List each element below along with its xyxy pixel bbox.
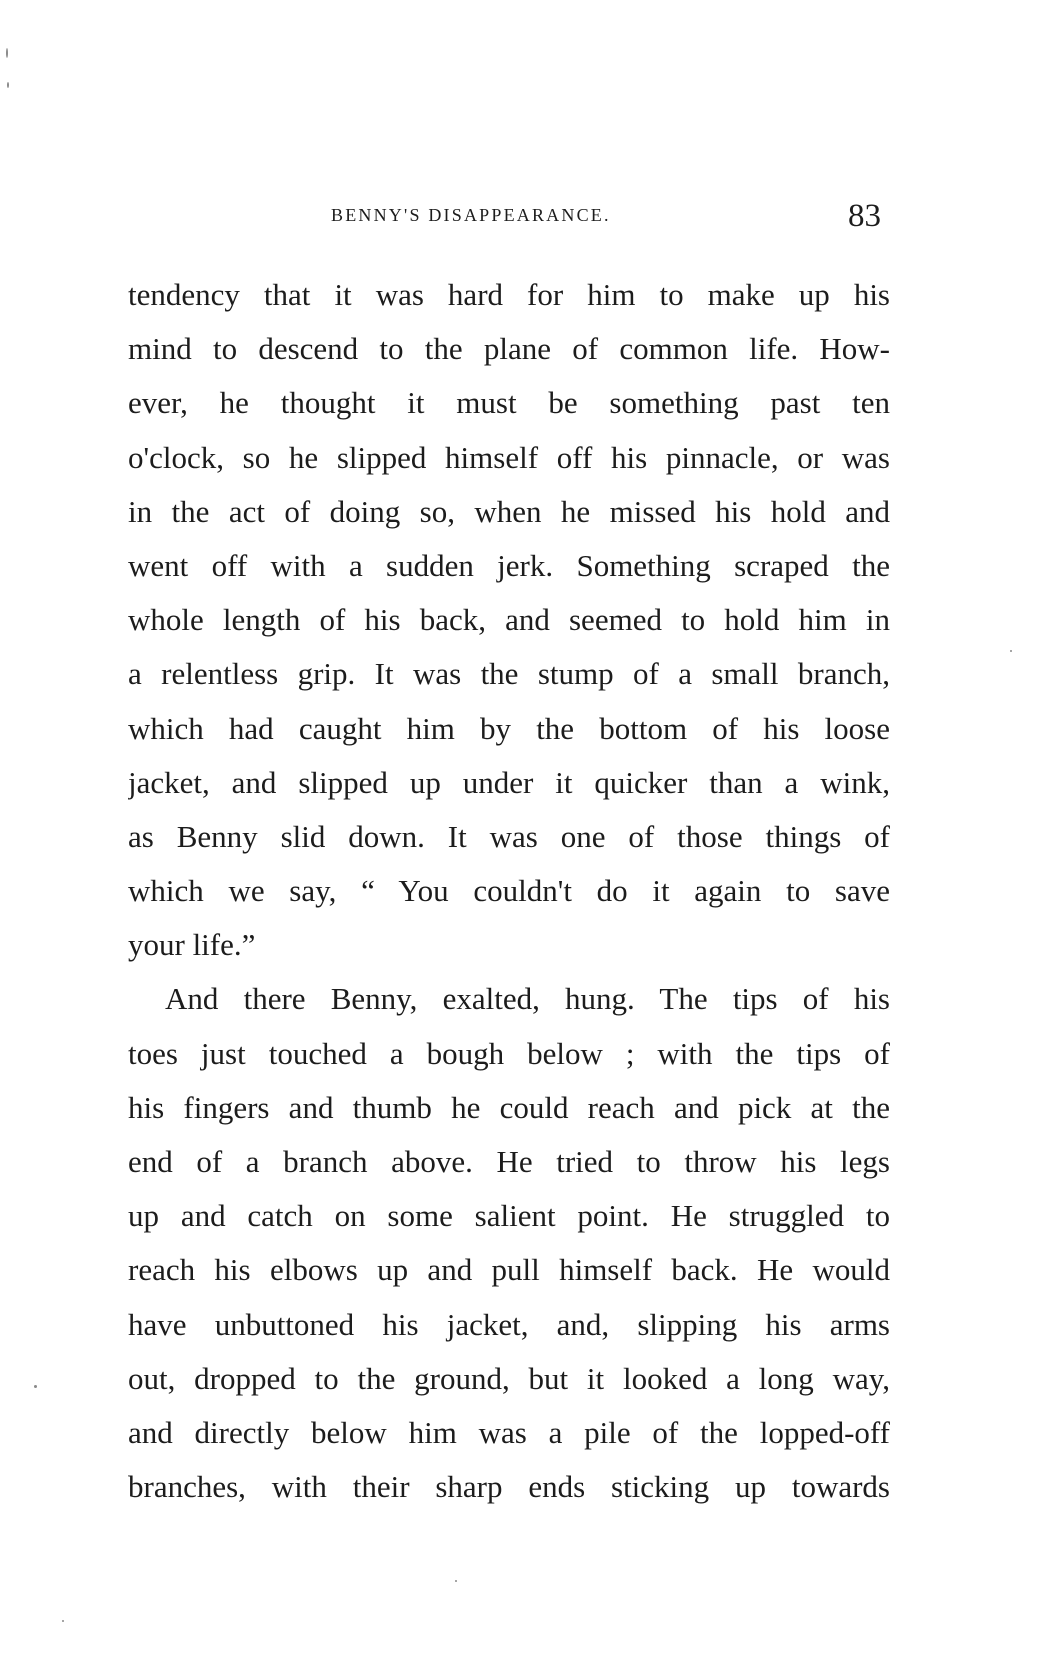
text-line: and directly below him was a pile of the lopped-off xyxy=(128,1414,890,1450)
text-line: his fingers and thumb he could reach and pick at the xyxy=(128,1089,890,1125)
text-line: up and catch on some salient point. He struggled to xyxy=(128,1198,890,1234)
scan-speck xyxy=(1010,650,1012,652)
text-line: reach his elbows up and pull himself back. He would xyxy=(128,1252,890,1288)
paragraph-end-line: your life.” xyxy=(128,927,256,963)
text-line: toes just touched a bough below ; with the tips of xyxy=(128,1035,890,1071)
scan-speck xyxy=(455,1580,457,1582)
text-line: whole length of his back, and seemed to hold him in xyxy=(128,602,890,638)
scan-speck xyxy=(62,1620,64,1622)
text-line: which had caught him by the bottom of his loose xyxy=(128,710,890,746)
body-text xyxy=(128,268,890,1514)
running-title: BENNY'S DISAPPEARANCE. xyxy=(331,205,611,225)
text-line: tendency that it was hard for him to make up his xyxy=(128,277,890,312)
text-line: o'clock, so he slipped himself off his pinnacle, or was xyxy=(128,439,890,475)
text-line: out, dropped to the ground, but it looked a long way, xyxy=(128,1360,890,1396)
text-line: have unbuttoned his jacket, and, slipping his arms xyxy=(128,1306,890,1342)
text-line: in the act of doing so, when he missed his hold and xyxy=(128,493,890,529)
scan-speck xyxy=(6,48,8,58)
text-line: ever, he thought it must be something past ten xyxy=(128,385,890,421)
text-line: end of a branch above. He tried to throw his legs xyxy=(128,1144,890,1179)
text-line: a relentless grip. It was the stump of a small branch, xyxy=(128,656,890,692)
scan-speck xyxy=(34,1385,37,1388)
text-line: went off with a sudden jerk. Something scraped the xyxy=(128,547,890,583)
text-line: jacket, and slipped up under it quicker than a wink, xyxy=(128,764,890,800)
text-line: which we say, “ You couldn't do it again to save xyxy=(128,873,890,909)
scan-speck xyxy=(7,82,9,88)
page-number: 83 xyxy=(848,198,881,234)
running-head xyxy=(0,198,1056,238)
text-line: mind to descend to the plane of common life. How- xyxy=(128,331,890,367)
text-line: branches, with their sharp ends sticking up towards xyxy=(128,1469,890,1505)
text-line: as Benny slid down. It was one of those things of xyxy=(128,818,890,854)
paragraph-start-line: And there Benny, exalted, hung. The tips of his xyxy=(165,981,890,1017)
